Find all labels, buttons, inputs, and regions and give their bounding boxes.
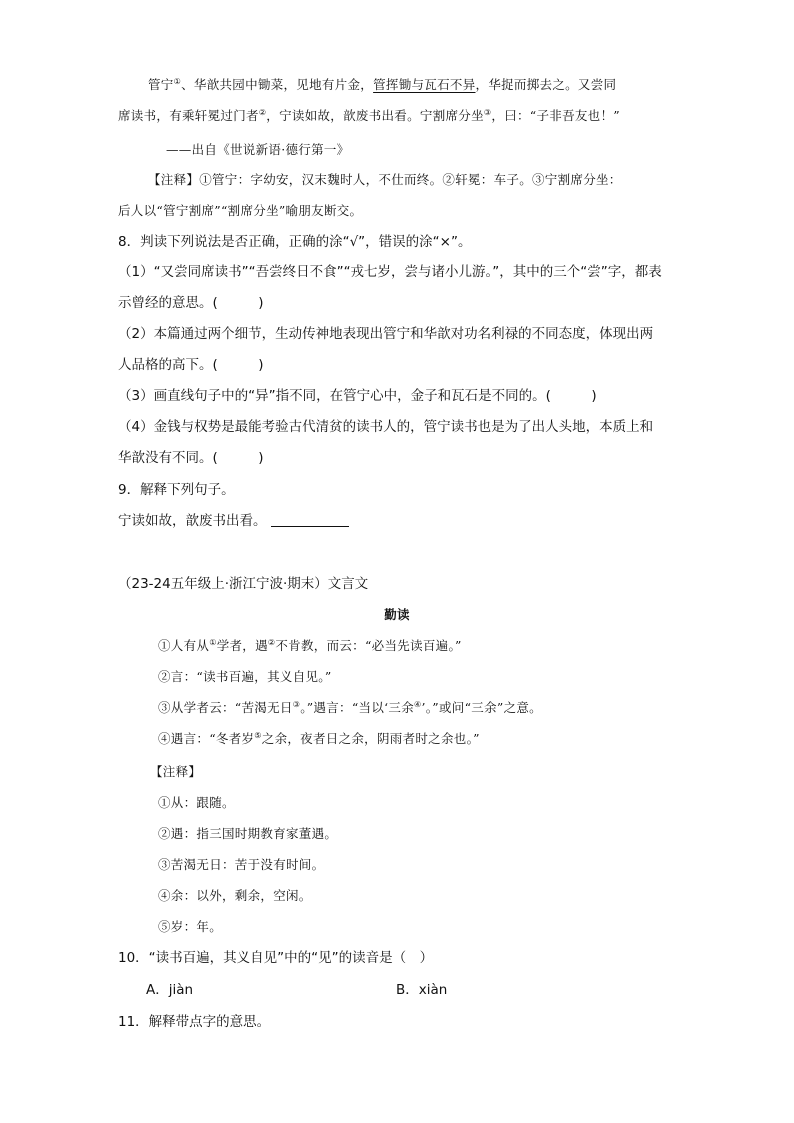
section2-p2: ②言：“读书百遍，其义自见。” — [158, 669, 332, 684]
q9-sentence: 宁读如故，歆废书出看。 — [118, 513, 267, 529]
q10-stem: 10．“读书百遍，其义自见”中的“见”的读音是（ ） — [118, 950, 434, 966]
option-b[interactable]: B．xiàn — [396, 982, 448, 998]
section2-note2: ②遇：指三国时期教育家董遇。 — [158, 826, 338, 841]
passage1-note-line2: 后人以“管宁割席”“割席分坐”喻朋友断交。 — [118, 203, 363, 218]
option-a[interactable]: A．jiàn — [146, 982, 194, 998]
section2-p3 — [0, 698, 794, 718]
note-mark: ⑤ — [254, 730, 262, 740]
section2-notes-header: 【注释】 — [150, 764, 202, 779]
passage1-line2 — [0, 106, 794, 126]
q8-s1-line1: （1）“又尝同席读书”“吾尝终日不食”“戎七岁，尝与诸小儿游。”，其中的三个“尝”字，都表 — [118, 264, 662, 280]
text: 之余，夜者日之余，阴雨者时之余也。” — [261, 731, 480, 746]
text: 、华歆共园中锄菜，见地有片金， — [181, 77, 374, 92]
section2-note1: ①从：跟随。 — [158, 795, 235, 810]
q8-s3-line1: （3）画直线句子中的“异”指不同，在管宁心中，金子和瓦石是不同的。( ) — [118, 388, 597, 404]
q9-sentence-row — [0, 511, 794, 531]
section2-note4: ④余：以外，剩余，空闲。 — [158, 888, 312, 903]
q8-s1-line2: 示曾经的意思。( ) — [118, 295, 264, 311]
text: ，曰：“子非吾友也！” — [491, 108, 620, 123]
text: 席读书，有乘轩冕过门者 — [118, 108, 259, 123]
section2-header: （23-24五年级上·浙江宁波·期末）文言文 — [118, 576, 369, 592]
section2-p4 — [0, 729, 794, 749]
text: 管宁 — [148, 77, 174, 92]
text: ③从学者云：“苦渴无日 — [158, 700, 293, 715]
underlined-sentence: 管挥锄与瓦石不异 — [373, 77, 476, 92]
note-mark: ③ — [292, 699, 301, 709]
section2-title: 勤读 — [384, 607, 410, 622]
text: ，华捉而掷去之。又尝同 — [475, 77, 617, 92]
q8-stem: 8．判读下列说法是否正确，正确的涂“√”，错误的涂“×”。 — [118, 234, 472, 250]
passage1-source: ——出自《世说新语·德行第一》 — [166, 142, 350, 157]
section2-p1 — [0, 636, 794, 656]
text: 学者，遇 — [216, 638, 268, 653]
text: ④遇言：“冬者岁 — [158, 731, 255, 746]
section2-note3: ③苦渴无日：苦于没有时间。 — [158, 857, 325, 872]
text: ’。”或问“三余”之意。 — [421, 700, 542, 715]
note-mark: ② — [267, 637, 276, 647]
text: 。”遇言：“当以‘三余 — [300, 700, 414, 715]
q9-stem: 9．解释下列句子。 — [118, 482, 235, 498]
passage1-note-line1: 【注释】①管宁：字幼安，汉末魏时人，不仕而终。②轩冕：车子。③宁割席分坐： — [148, 172, 622, 187]
section2-note5: ⑤岁：年。 — [158, 919, 223, 934]
note-mark: ① — [173, 76, 182, 86]
q11-stem: 11．解释带点字的意思。 — [118, 1014, 271, 1030]
answer-blank[interactable] — [271, 512, 349, 527]
q8-s4-line1: （4）金钱与权势是最能考验古代清贫的读书人的，管宁读书也是为了出人头地，本质上和 — [118, 419, 654, 435]
q8-s2-line1: （2）本篇通过两个细节，生动传神地表现出管宁和华歆对功名利禄的不同态度，体现出两 — [118, 326, 654, 342]
note-mark: ③ — [483, 107, 492, 117]
q8-s4-line2: 华歆没有不同。( ) — [118, 450, 264, 466]
passage1-line1 — [0, 75, 794, 95]
note-mark: ④ — [414, 699, 422, 709]
q8-s2-line2: 人品格的高下。( ) — [118, 357, 264, 373]
text: ，宁读如故，歆废书出看。宁割席分坐 — [266, 108, 484, 123]
text: ①人有从 — [158, 638, 210, 653]
note-mark: ② — [258, 107, 267, 117]
text: 不肯教，而云：“必当先读百遍。” — [275, 638, 462, 653]
note-mark: ① — [209, 637, 217, 647]
